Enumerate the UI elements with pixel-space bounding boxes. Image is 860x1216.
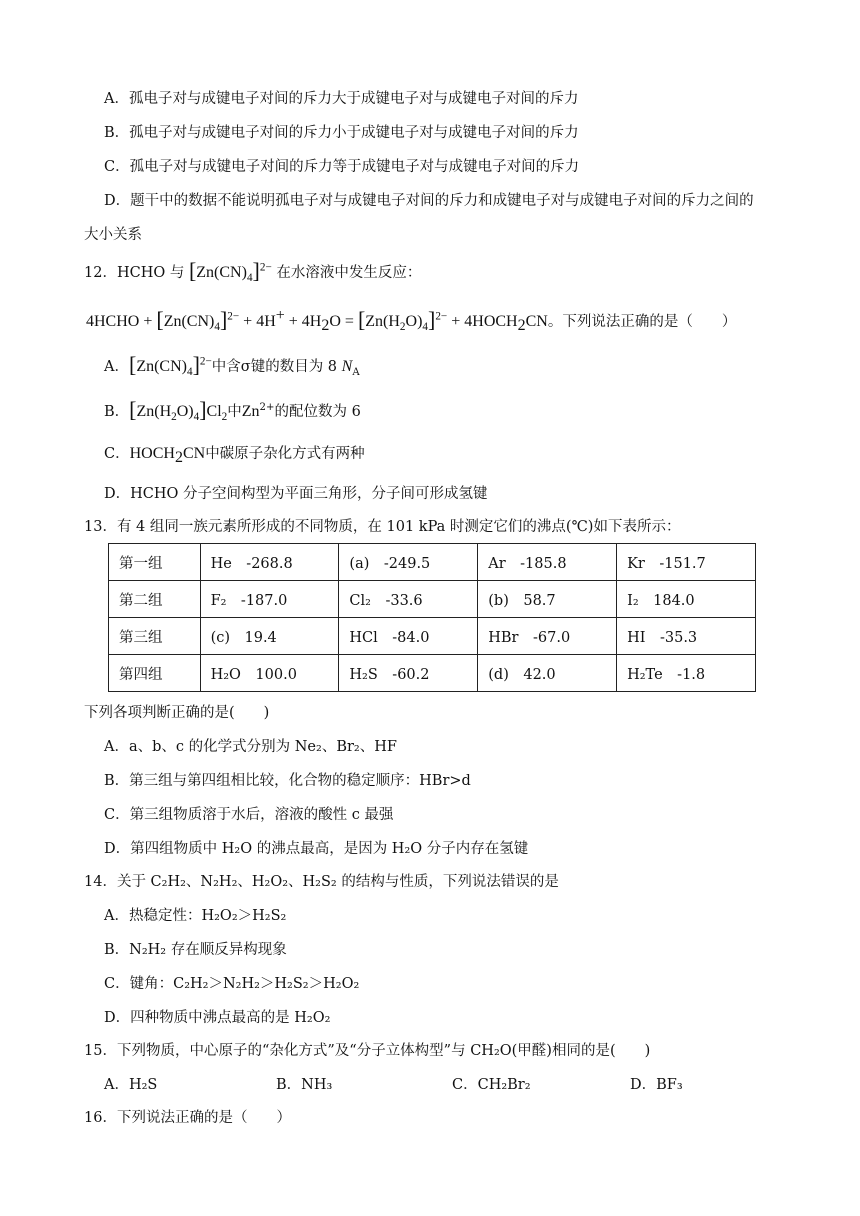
- q11-option-a: A．孤电子对与成键电子对间的斥力大于成键电子对与成键电子对间的斥力: [104, 91, 579, 107]
- q12-option-a: A．$[Zn(CN)_4]^{2-}$中含σ键的数目为 8 $N_A$: [104, 352, 360, 379]
- table-cell: Kr -151.7: [617, 544, 756, 581]
- q15-stem: 15．下列物质，中心原子的“杂化方式”及“分子立体构型”与 CH₂O(甲醛)相同的是( ): [84, 1043, 651, 1059]
- table-row: [109, 581, 756, 618]
- q11-option-c: C．孤电子对与成键电子对间的斥力等于成键电子对与成键电子对间的斥力: [104, 159, 580, 175]
- q12-equation: 4HCHO + $[Zn(CN)_4]^{2-} + 4H^+ + 4H_2O = [Zn(H_2O)_4]^{2-}$ + $4HOCH_2CN$。下列说法正确的是（ ）: [86, 307, 737, 334]
- q12-option-c: C．$HOCH_2CN$中碳原子杂化方式有两种: [104, 445, 365, 466]
- q11-option-d: D．题干中的数据不能说明孤电子对与成键电子对间的斥力和成键电子对与成键电子对间的斥力之间的: [104, 193, 754, 209]
- q11-option-b: B．孤电子对与成键电子对间的斥力小于成键电子对与成键电子对间的斥力: [104, 125, 579, 141]
- table-cell: HCl -84.0: [339, 618, 478, 655]
- q14-stem: 14．关于 C₂H₂、N₂H₂、H₂O₂、H₂S₂ 的结构与性质，下列说法错误的是: [84, 874, 559, 890]
- q13-ask: 下列各项判断正确的是( ): [84, 705, 270, 721]
- q13-option-c: C．第三组物质溶于水后，溶液的酸性 c 最强: [104, 807, 394, 823]
- table-row: [109, 655, 756, 692]
- q14-option-b: B．N₂H₂ 存在顺反异构现象: [104, 942, 287, 958]
- table-cell: 第三组: [109, 618, 201, 655]
- q12-option-b: B．$[Zn(H_2O)_4]Cl_2$中$Zn^{2+}$的配位数为 6: [104, 397, 361, 424]
- table-cell: H₂S -60.2: [339, 655, 478, 692]
- table-cell: 第一组: [109, 544, 201, 581]
- table-cell: HBr -67.0: [478, 618, 617, 655]
- table-cell: 第四组: [109, 655, 201, 692]
- boiling-point-table: [108, 543, 756, 692]
- q12-stem-tail: 在水溶液中发生反应：: [276, 265, 422, 281]
- table-cell: (a) -249.5: [339, 544, 478, 581]
- q15-option-a: A．H₂S: [104, 1077, 158, 1093]
- q11-option-d-cont: 大小关系: [84, 227, 142, 243]
- q16-stem: 16．下列说法正确的是（ ）: [84, 1110, 291, 1126]
- q15-option-c: C．CH₂Br₂: [452, 1077, 531, 1093]
- q12-option-d: D．HCHO 分子空间构型为平面三角形，分子间可形成氢键: [104, 486, 488, 502]
- table-cell: He -268.8: [200, 544, 339, 581]
- q12-stem: [84, 260, 421, 283]
- q13-stem: 13．有 4 组同一族元素所形成的不同物质，在 101 kPa 时测定它们的沸点(℃)如下表所示：: [84, 519, 681, 535]
- q14-option-d: D．四种物质中沸点最高的是 H₂O₂: [104, 1010, 331, 1026]
- q12-number: 12．HCHO 与: [84, 265, 185, 281]
- table-cell: H₂O 100.0: [200, 655, 339, 692]
- table-cell: HI -35.3: [617, 618, 756, 655]
- q15-option-d: D．BF₃: [630, 1077, 683, 1093]
- table-cell: (d) 42.0: [478, 655, 617, 692]
- table-cell: H₂Te -1.8: [617, 655, 756, 692]
- table-cell: (b) 58.7: [478, 581, 617, 618]
- q13-option-d: D．第四组物质中 H₂O 的沸点最高，是因为 H₂O 分子内存在氢键: [104, 841, 529, 857]
- table-row: [109, 544, 756, 581]
- table-cell: (c) 19.4: [200, 618, 339, 655]
- table-cell: Ar -185.8: [478, 544, 617, 581]
- table-row: [109, 618, 756, 655]
- q12-complex: $[Zn(CN)_4]^{2-}$: [188, 258, 272, 285]
- table-cell: 第二组: [109, 581, 201, 618]
- table-cell: I₂ 184.0: [617, 581, 756, 618]
- q14-option-a: A．热稳定性：H₂O₂＞H₂S₂: [104, 908, 287, 924]
- table-cell: Cl₂ -33.6: [339, 581, 478, 618]
- q13-option-b: B．第三组与第四组相比较，化合物的稳定顺序：HBr>d: [104, 773, 471, 789]
- table-cell: F₂ -187.0: [200, 581, 339, 618]
- q13-option-a: A．a、b、c 的化学式分别为 Ne₂、Br₂、HF: [104, 739, 397, 755]
- q14-option-c: C．键角：C₂H₂＞N₂H₂＞H₂S₂＞H₂O₂: [104, 976, 360, 992]
- q15-option-b: B．NH₃: [276, 1077, 333, 1093]
